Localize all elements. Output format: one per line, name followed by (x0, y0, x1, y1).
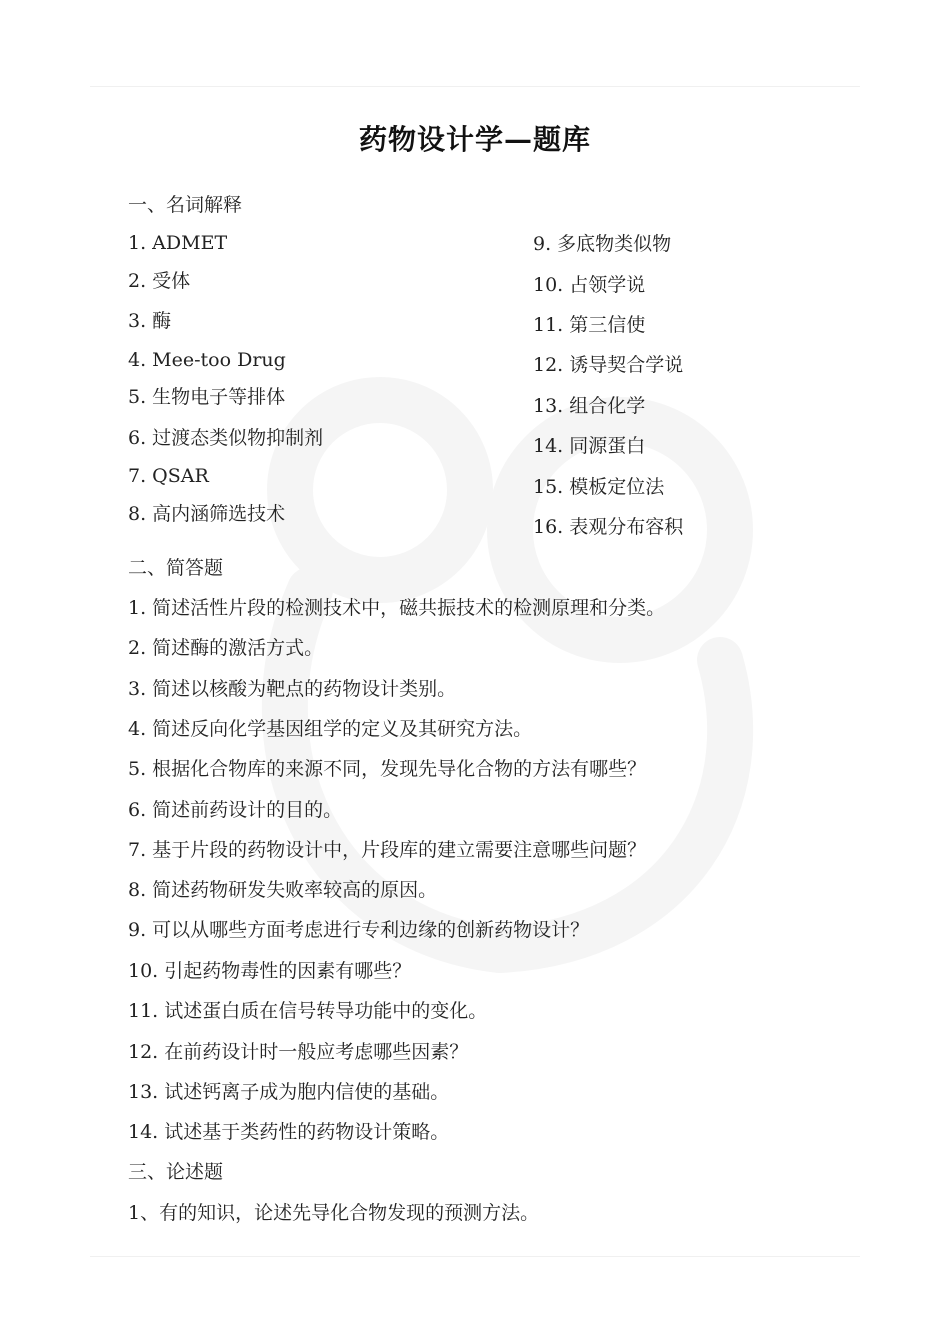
question-item: 2. 简述酶的激活方式。 (128, 637, 324, 659)
term-item: 7. QSAR (128, 465, 209, 487)
question-item: 1. 简述活性片段的检测技术中，磁共振技术的检测原理和分类。 (128, 597, 666, 619)
page-title: 药物设计学—题库 (358, 123, 591, 156)
question-item: 12. 在前药设计时一般应考虑哪些因素？ (128, 1041, 469, 1063)
footer-rule (90, 1256, 860, 1257)
question-item: 11. 试述蛋白质在信号转导功能中的变化。 (128, 1000, 488, 1022)
header-rule (90, 86, 860, 87)
term-item: 10. 占领学说 (533, 274, 646, 296)
question-item: 13. 试述钙离子成为胞内信使的基础。 (128, 1081, 450, 1103)
term-item: 16. 表观分布容积 (533, 516, 684, 538)
question-item: 14. 试述基于类药性的药物设计策略。 (128, 1121, 450, 1143)
question-item: 3. 简述以核酸为靶点的药物设计类别。 (128, 678, 457, 700)
term-item: 14. 同源蛋白 (533, 435, 646, 457)
question-item: 10. 引起药物毒性的因素有哪些？ (128, 960, 412, 982)
term-item: 3. 酶 (128, 310, 172, 332)
term-item: 15. 模板定位法 (533, 476, 665, 498)
section-heading-short-answer: 二、简答题 (128, 557, 224, 579)
essay-item: 1、有的知识，论述先导化合物发现的预测方法。 (128, 1202, 540, 1224)
question-item: 5. 根据化合物库的来源不同，发现先导化合物的方法有哪些？ (128, 758, 647, 780)
term-item: 4. Mee-too Drug (128, 349, 286, 371)
term-item: 2. 受体 (128, 270, 191, 292)
question-item: 8. 简述药物研发失败率较高的原因。 (128, 879, 438, 901)
section-heading-essay: 三、论述题 (128, 1161, 224, 1183)
question-item: 9. 可以从哪些方面考虑进行专利边缘的创新药物设计？ (128, 919, 590, 941)
term-item: 9. 多底物类似物 (533, 233, 672, 255)
term-item: 6. 过渡态类似物抑制剂 (128, 427, 324, 449)
term-item: 5. 生物电子等排体 (128, 386, 286, 408)
term-item: 12. 诱导契合学说 (533, 354, 684, 376)
question-item: 7. 基于片段的药物设计中，片段库的建立需要注意哪些问题？ (128, 839, 647, 861)
term-item: 1. ADMET (128, 232, 228, 254)
term-item: 11. 第三信使 (533, 314, 646, 336)
term-item: 13. 组合化学 (533, 395, 646, 417)
question-item: 4. 简述反向化学基因组学的定义及其研究方法。 (128, 718, 533, 740)
term-item: 8. 高内涵筛选技术 (128, 503, 286, 525)
section-heading-terms: 一、名词解释 (128, 194, 243, 216)
question-item: 6. 简述前药设计的目的。 (128, 799, 343, 821)
